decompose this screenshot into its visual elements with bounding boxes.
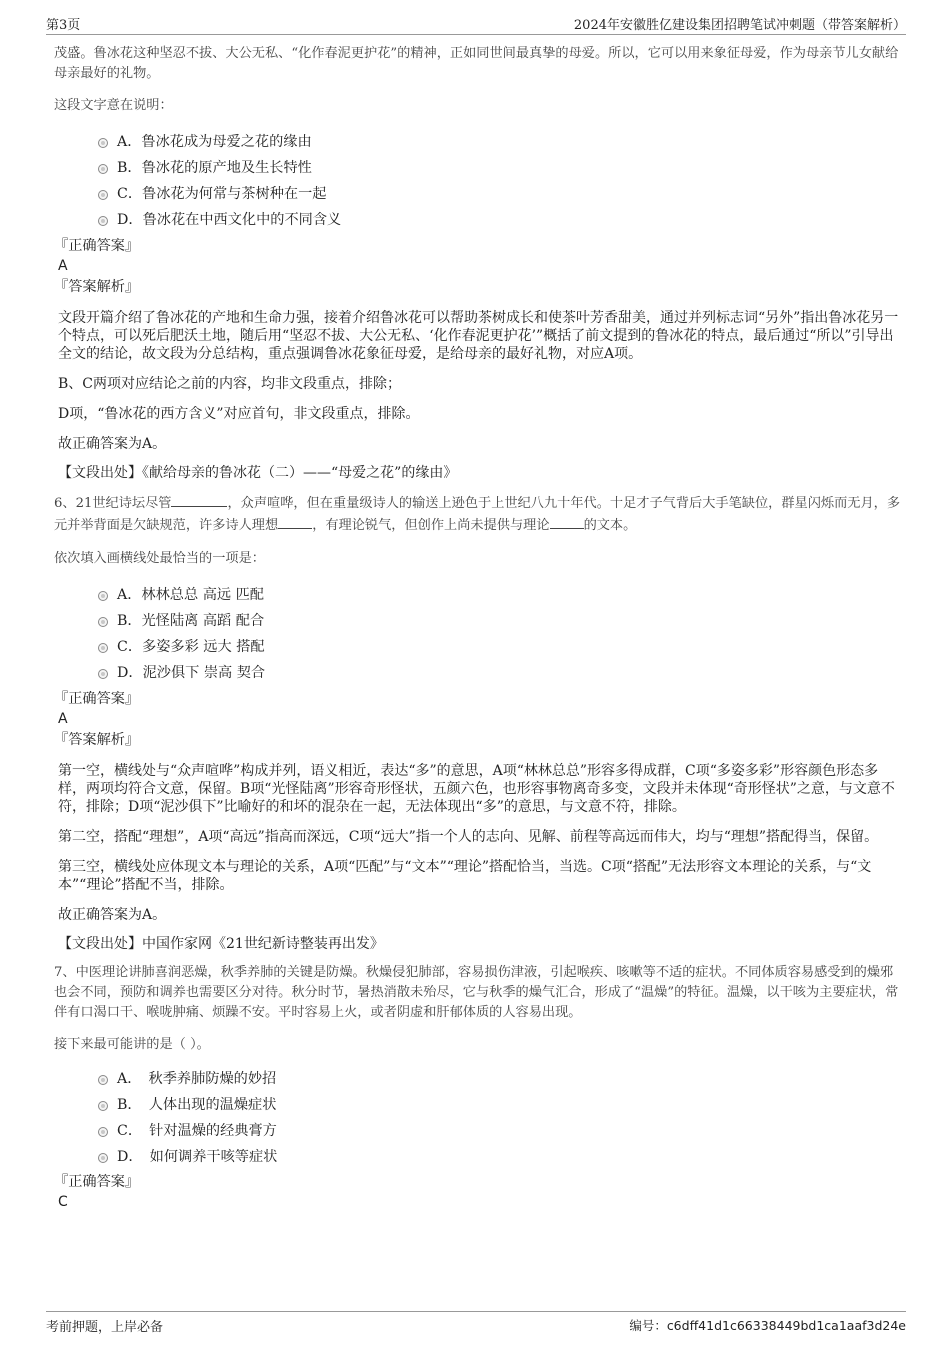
- fill-blank: [278, 514, 312, 529]
- q5-option-d[interactable]: D．鲁冰花在中西文化中的不同含义: [98, 207, 906, 233]
- q6-source: 【文段出处】中国作家网《21世纪新诗整装再出发》: [58, 936, 384, 952]
- radio-button[interactable]: [98, 190, 108, 200]
- radio-button[interactable]: [98, 1127, 108, 1137]
- q5-options: [54, 129, 906, 233]
- radio-button[interactable]: [98, 164, 108, 174]
- q5-analysis-2: B、C两项对应结论之前的内容，均非文段重点，排除；: [58, 376, 401, 392]
- q5-source: 【文段出处】《献给母亲的鲁冰花（二）——“母爱之花”的缘由》: [58, 465, 458, 481]
- q7-option-b[interactable]: B． 人体出现的温燥症状: [98, 1092, 906, 1118]
- page-footer: [46, 1311, 906, 1338]
- radio-button[interactable]: [98, 1101, 108, 1111]
- q6-analysis-label: 『答案解析』: [54, 732, 140, 748]
- q6-prompt: 依次填入画横线处最恰当的一项是：: [54, 551, 265, 566]
- q6-option-a[interactable]: A．林林总总 高远 匹配: [98, 582, 906, 608]
- q6-answer: A: [58, 711, 68, 727]
- q5-analysis-1: 文段开篇介绍了鲁冰花的产地和生命力强，接着介绍鲁冰花可以帮助茶树成长和使茶叶芳香甜美，通过并列标志词“另外”指出鲁冰花另一个特点，可以死后肥沃土地，随后用“坚忍不拔、大公无私、‘化作春泥更护花’”概括了前文提到的鲁冰花的特点，最后通过“所以”引导出全文的结论，故文段为分总结构，重点强调鲁冰花象征母爱，是给母亲的最好礼物，对应A项。: [58, 310, 899, 362]
- q5-answer: A: [58, 258, 68, 274]
- q5-analysis-3: D项，“鲁冰花的西方含义”对应首句，非文段重点，排除。: [58, 406, 420, 422]
- radio-button[interactable]: [98, 669, 108, 679]
- page-number: 第3页: [46, 18, 81, 33]
- q6-analysis-4: 故正确答案为A。: [58, 907, 167, 923]
- q7-option-a[interactable]: A． 秋季养肺防燥的妙招: [98, 1066, 906, 1092]
- q5-analysis-4: 故正确答案为A。: [58, 436, 167, 452]
- q6-analysis-1: 第一空，横线处与“众声喧哗”构成并列，语义相近，表达“多”的意思，A项“林林总总”形容多得成群，C项“多姿多彩”形容颜色形态多样，两项均符合文意，保留。B项“光怪陆离”形容奇形怪状，五颜六色，也形容事物离奇多变，文段并未体现“奇形怪状”之意，与文意不符，排除；D项“泥沙俱下”比喻好的和坏的混杂在一起，无法体现出“多”的意思，与文意不符，排除。: [58, 763, 895, 815]
- fill-blank: [550, 514, 584, 529]
- document-title: 2024年安徽胜亿建设集团招聘笔试冲刺题（带答案解析）: [573, 18, 906, 33]
- q7-option-d[interactable]: D． 如何调养干咳等症状: [98, 1144, 906, 1170]
- q6-options: [54, 582, 906, 686]
- radio-button[interactable]: [98, 216, 108, 226]
- q5-option-a[interactable]: A．鲁冰花成为母爱之花的缘由: [98, 129, 906, 155]
- radio-button[interactable]: [98, 138, 108, 148]
- page-header: [46, 10, 906, 35]
- fill-blank: [171, 492, 227, 507]
- radio-button[interactable]: [98, 1075, 108, 1085]
- q6-answer-label: 『正确答案』: [54, 691, 140, 707]
- radio-button[interactable]: [98, 643, 108, 653]
- radio-button[interactable]: [98, 591, 108, 601]
- q5-answer-label: 『正确答案』: [54, 238, 140, 254]
- document-id: 编号：c6dff41d1c66338449bd1ca1aaf3d24e: [629, 1318, 906, 1333]
- q6-analysis-3: 第三空，横线处应体现文本与理论的关系，A项“匹配”与“文本”“理论”搭配恰当，当选。C项“搭配”无法形容文本理论的关系，与“文本”“理论”搭配不当，排除。: [58, 859, 872, 893]
- q6-stem: 6、21世纪诗坛尽管 ，众声喧哗，但在重量级诗人的输送上逊色于上世纪八九十年代。十足才子气背后大手笔缺位，群星闪烁而无月，多元并举背面是欠缺规范，许多诗人理想 ，有理论锐气，但创作上尚未提供与理论 的文本。: [54, 492, 906, 536]
- q7-answer: C: [58, 1194, 68, 1210]
- q6-option-b[interactable]: B．光怪陆离 高蹈 配合: [98, 608, 906, 634]
- q6-option-d[interactable]: D．泥沙俱下 崇高 契合: [98, 660, 906, 686]
- q6-analysis-2: 第二空，搭配“理想”，A项“高远”指高而深远，C项“远大”指一个人的志向、见解、前程等高远而伟大，均与“理想”搭配得当，保留。: [58, 829, 879, 845]
- q7-answer-label: 『正确答案』: [54, 1174, 140, 1190]
- q6-option-c[interactable]: C．多姿多彩 远大 搭配: [98, 634, 906, 660]
- q7-stem: 7、中医理论讲肺喜润恶燥，秋季养肺的关键是防燥。秋燥侵犯肺部，容易损伤津液，引起喉疾、咳嗽等不适的症状。不同体质容易感受到的燥邪也会不同，预防和调养也需要区分对待。秋分时节，暑热消散未殆尽，它与秋季的燥气汇合，形成了“温燥”的特征。温燥，以干咳为主要症状，常伴有口渴口干、喉咙肿痛、烦躁不安。平时容易上火，或者阴虚和肝郁体质的人容易出现。: [54, 965, 899, 1020]
- q7-options: [54, 1066, 906, 1170]
- q7-prompt: 接下来最可能讲的是（ ）。: [54, 1037, 210, 1052]
- main-content: [54, 44, 906, 1212]
- q7-option-c[interactable]: C． 针对温燥的经典膏方: [98, 1118, 906, 1144]
- q5-option-c[interactable]: C．鲁冰花为何常与茶树种在一起: [98, 181, 906, 207]
- footer-slogan: 考前押题，上岸必备: [46, 1320, 164, 1335]
- radio-button[interactable]: [98, 617, 108, 627]
- q5-passage-end: 茂盛。鲁冰花这种坚忍不拔、大公无私、“化作春泥更护花”的精神，正如同世间最真挚的母爱。所以，它可以用来象征母爱，作为母亲节儿女献给母亲最好的礼物。: [54, 46, 899, 81]
- q5-prompt: 这段文字意在说明：: [54, 98, 173, 113]
- q5-option-b[interactable]: B．鲁冰花的原产地及生长特性: [98, 155, 906, 181]
- q5-analysis-label: 『答案解析』: [54, 279, 140, 295]
- radio-button[interactable]: [98, 1153, 108, 1163]
